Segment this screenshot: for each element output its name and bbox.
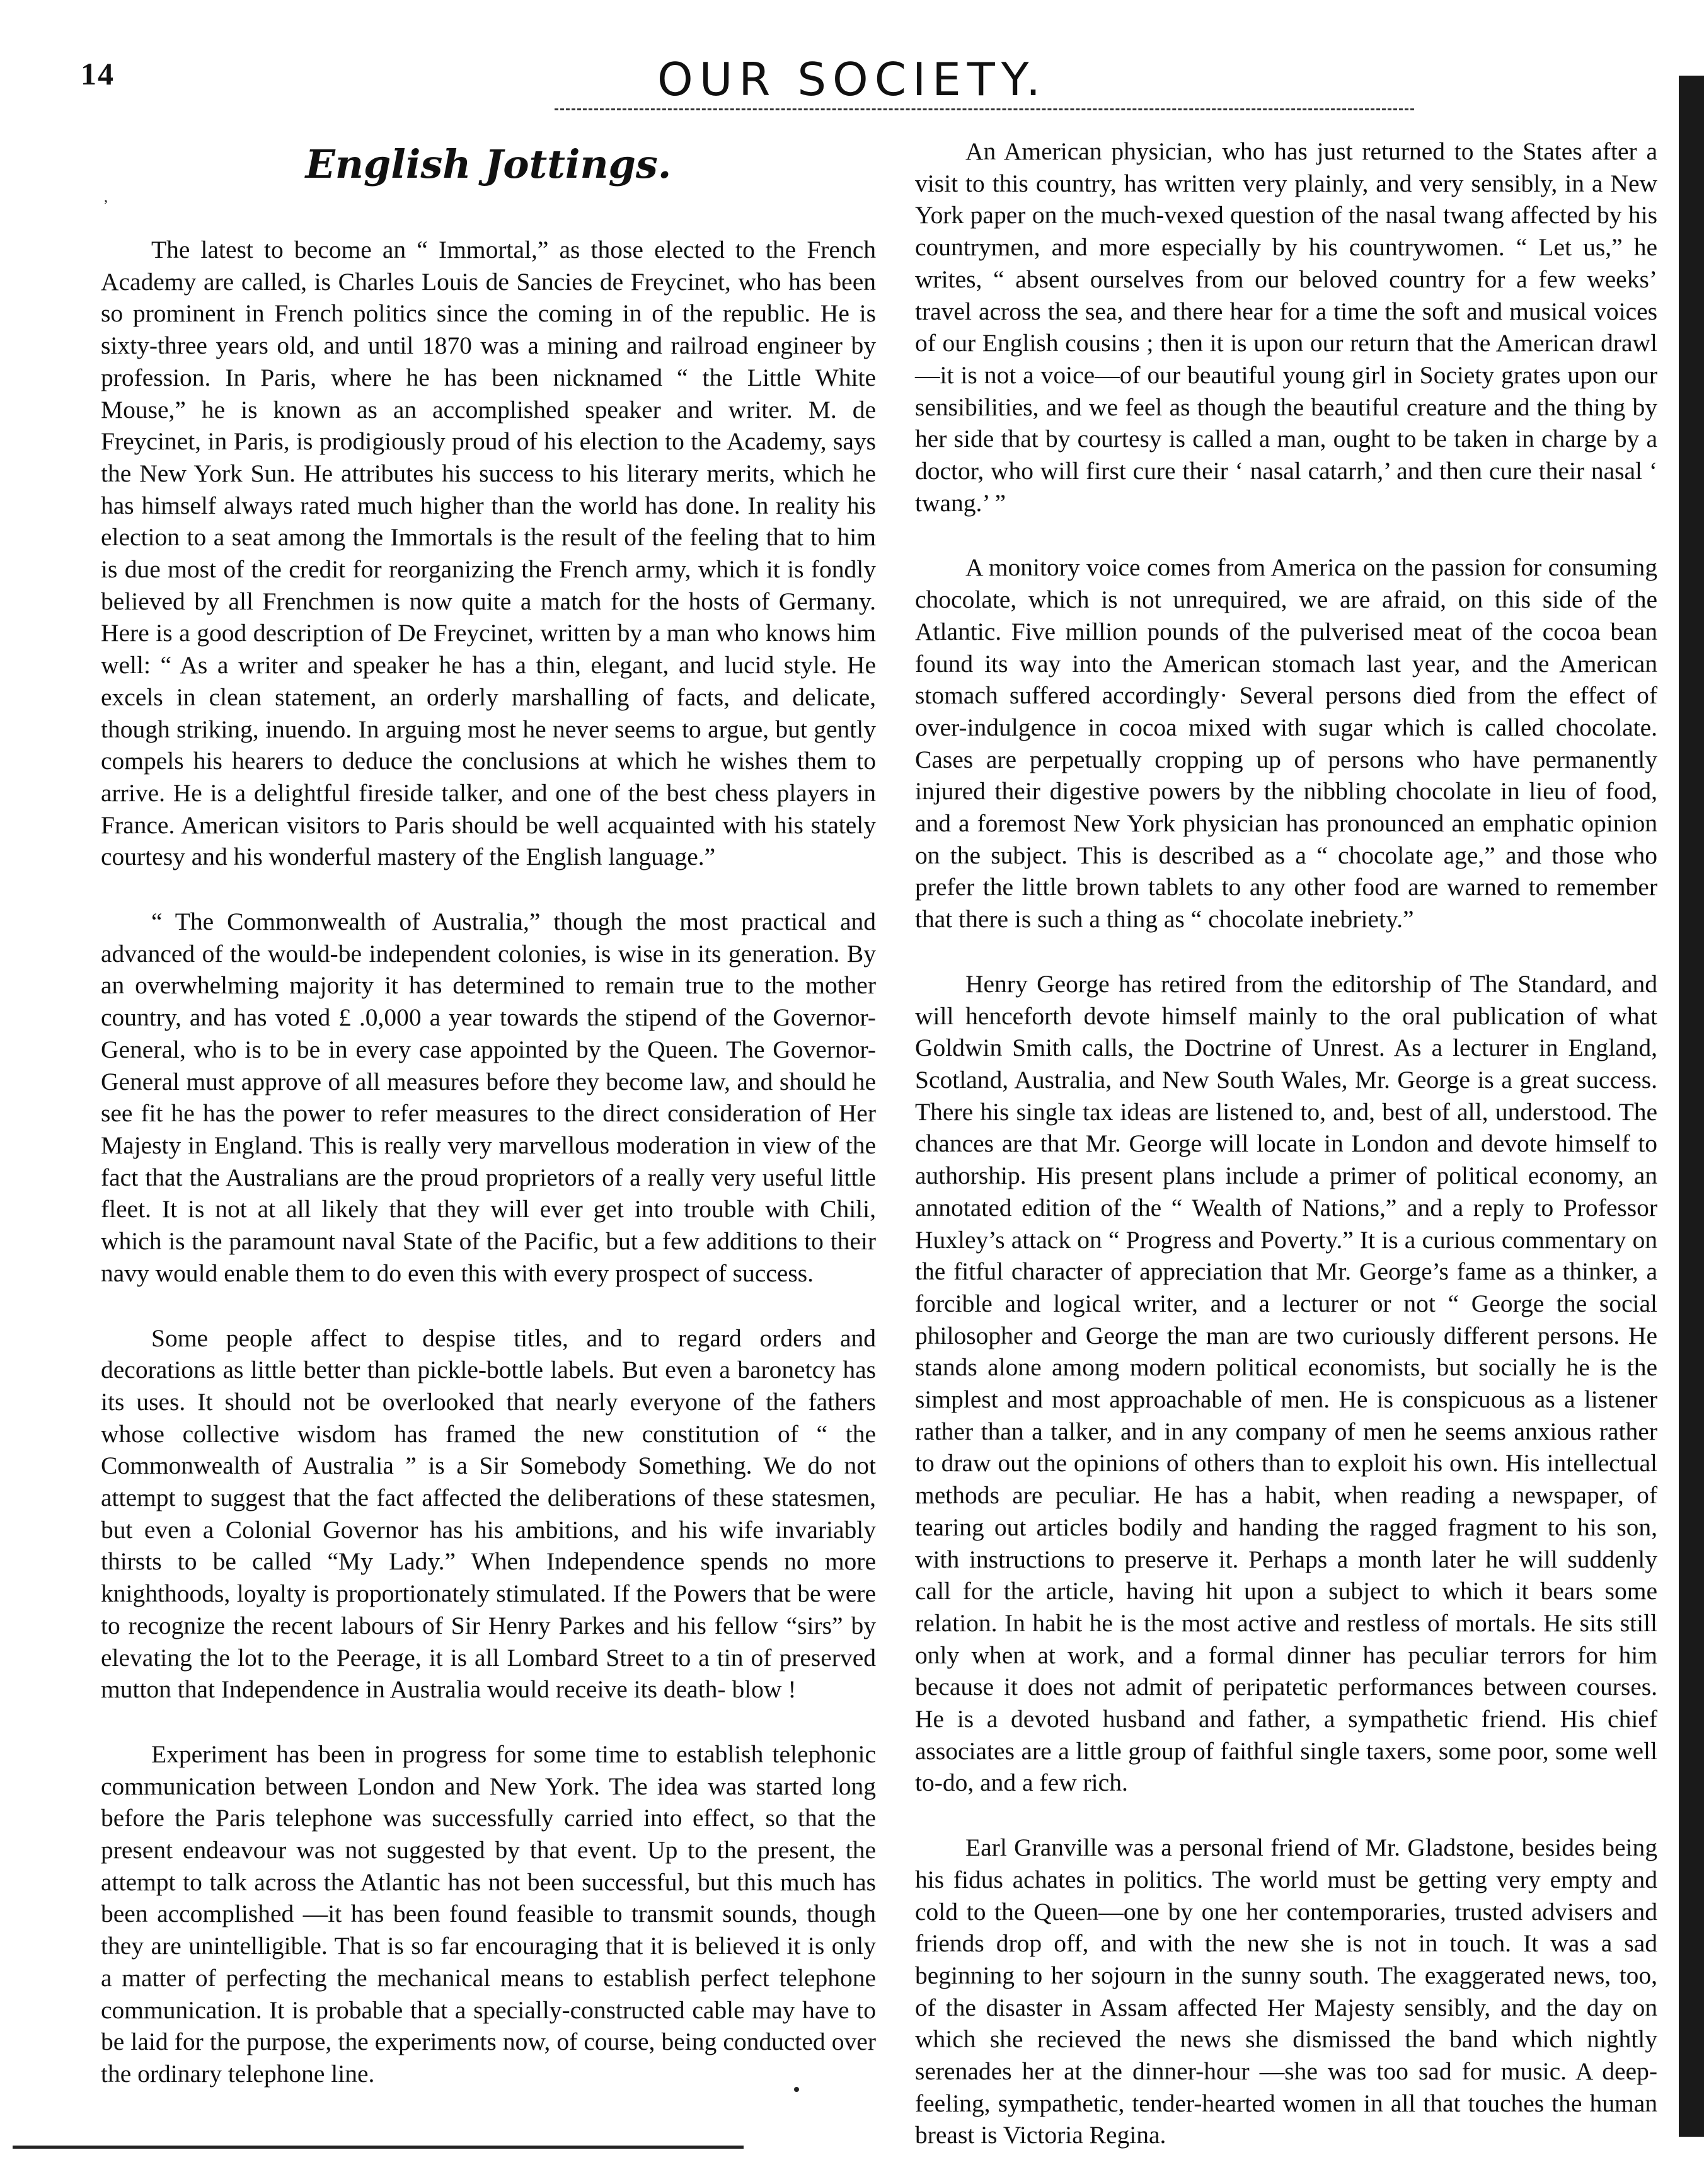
paragraph-titles: Some people affect to despise titles, and to regard orders and decorations as little better than pickle-bottle labels. But even a baronetcy has its uses. It should not be overlooked that nearly everyone of the fathers whose collective wisdom has framed the new constitution of “ the Commonwealth of Australia ” is a Sir Somebody Something. We do not attempt to suggest that the fact affected the deliberations of these statesmen, but even a Colonial Governor has his ambitions, and his wife invariably thirsts to be called “My Lady.” When Independence spends no more knighthoods, loyalty is proportionately stimulated. If the Powers that be were to recognize the recent labours of Sir Henry Parkes and his fellow “sirs” by elevating the lot to the Peerage, it is all Lombard Street to a tin of preserved mutton that Independence in Australia would receive its death- blow ! bbox=[101, 1324, 876, 1704]
footer-dot bbox=[794, 2087, 799, 2092]
bottom-rule bbox=[13, 2146, 744, 2149]
paragraph-telephone: Experiment has been in progress for some time to establish telephonic communication between London and New York. The idea was started long before the Paris telephone was successfully carried into effect, so that the present endeavour was not suggested by that event. Up to the present, the attempt to talk across the Atlantic has not been successful, but this much has been accomplished —it has been found feasible to transmit sounds, though they are unintelligible. That is so far encouraging that it is believed it is only a matter of perfecting the mechanical means to establish perfect telephone communication. It is probable that a specially-constructed cable may have to be laid for the purpose, the experiments now, of course, being conducted over the ordinary telephone line. bbox=[101, 1740, 876, 2088]
paragraph-chocolate: A monitory voice comes from America on the passion for consuming chocolate, which is not unrequired, we are afraid, on this side of the Atlantic. Five million pounds of the pulverised meat of the cocoa bean found its way into the American stomach last year, and the American stomach suffered accordingly· Several persons died from the effect of over-indulgence in cocoa mixed with sugar which is called chocolate. Cases are perpetually cropping up of persons who have permanently injured their digestive powers by the nibbling chocolate in lieu of food, and a foremost New York physician has pronounced an emphatic opinion on the subject. This is described as a “ chocolate age,” and those who prefer the little brown tablets to any other food are warned to remember that there is such a thing as “ chocolate inebriety.” bbox=[915, 553, 1657, 933]
paragraph-freycinet: The latest to become an “ Immortal,” as those elected to the French Academy are called, is Charles Louis de Sancies de Freycinet, who has been so prominent in French politics since the coming in of the republic. He is sixty-three years old, and until 1870 was a mining and railroad engineer by profession. In Paris, where he has been nicknamed “ the Little White Mouse,” he is known as an accomplished speaker and writer. M. de Freycinet, in Paris, is prodigiously proud of his election to the Academy, says the New York Sun. He attributes his success to his literary merits, which he has himself always rated much higher than the world has done. In reality his election to a seat among the Immortals is the result of the feeling that to him is due most of the credit for reorganizing the French army, which it is fondly believed by all Frenchmen is now quite a match for the hosts of Germany. Here is a good description of De Freycinet, written by a man who knows him well: “ As a writer and speaker he has a thin, elegant, and lucid style. He excels in clean statement, an orderly marshalling of facts, and delicate, though striking, inuendo. In arguing most he never seems to argue, but gently compels his hearers to deduce the conclusions at which he wishes them to arrive. He is a delightful fireside talker, and one of the best chess players in France. American visitors to Paris should be well acquainted with his stately courtesy and his wonderful mastery of the English language.” bbox=[101, 236, 876, 871]
page-number: 14 bbox=[81, 56, 115, 91]
paragraph-henry-george: Henry George has retired from the editorship of The Standard, and will henceforth devote himself mainly to the oral publication of what Goldwin Smith calls, the Doctrine of Unrest. As a lecturer in England, Scotland, Australia, and New South Wales, Mr. George is a great success. There his single tax ideas are listened to, and, best of all, understood. The chances are that Mr. George will locate in London and devote himself to authorship. His present plans include a primer of political economy, an annotated edition of the “ Wealth of Nations,” and a reply to Professor Huxley’s attack on “ Progress and Poverty.” It is a curious commentary on the fitful character of appreciation that Mr. George’s fame as a thinker, a forcible and logical writer, and a lecturer or not “ George the social philosopher and George the man are two curiously different persons. He stands alone among modern political economists, but socially he is the simplest and most approachable of men. He is conspicuous as a listener rather than a talker, and in any company of men he seems anxious rather to draw out the opinions of others than to exploit his own. His intellectual methods are peculiar. He has a habit, when reading a newspaper, of tearing out articles bodily and handing the ragged fragment to his son, with instructions to preserve it. Perhaps a month later he will suddenly call for the article, having hit upon a subject to which it bears some relation. In habit he is the most active and restless of mortals. He sits still only when at work, and a formal dinner has peculiar terrors for him because it does not admit of peripatetic performances between courses. He is a devoted husband and father, a sympathetic friend. His chief associates are a little group of faithful single taxers, some poor, some well to-do, and a few rich. bbox=[915, 969, 1657, 1797]
header-rule bbox=[555, 108, 1414, 110]
right-column bbox=[915, 136, 1657, 2184]
masthead: OUR SOCIETY. bbox=[657, 53, 1047, 106]
left-column bbox=[101, 136, 876, 2123]
paragraph-american-physician: An American physician, who has just returned to the States after a visit to this country, has written very plainly, and very sensibly, in a New York paper on the much-vexed question of the nasal twang affected by his countrymen, and more especially by his countrywomen. “ Let us,” he writes, “ absent ourselves from our beloved country for a few weeks’ travel across the sea, and there hear for a time the soft and musical voices of our English cousins ; then it is upon our return that the American drawl —it is not a voice—of our beautiful young girl in Society grates upon our sensibilities, and we feel as though the beautiful creature and the thing by her side that by courtesy is called a man, ought to be taken in charge by a doctor, who will first cure their ‘ nasal catarrh,’ and then cure their nasal ‘ twang.’ ” bbox=[915, 137, 1657, 517]
page-edge-border bbox=[1679, 76, 1704, 2137]
stray-mark: , bbox=[104, 189, 108, 205]
paragraph-australia-commonwealth: “ The Commonwealth of Australia,” though the most practical and advanced of the would-be independent colonies, is wise in its generation. By an overwhelming majority it has determined to remain true to the mother country, and has voted £ .0,000 a year towards the stipend of the Governor-General, who is to be in every case appointed by the Queen. The Governor-General must approve of all measures before they become law, and should he see fit he has the power to refer measures to the direct consideration of Her Majesty in England. This is really very marvellous moderation in view of the fact that the Australians are the proud proprietors of a really very useful little fleet. It is not at all likely that they will ever get into trouble with Chili, which is the paramount naval State of the Pacific, but a few additions to their navy would enable them to do even this with every prospect of success. bbox=[101, 908, 876, 1287]
section-title: English Jottings. bbox=[305, 141, 672, 187]
paragraph-earl-granville: Earl Granville was a personal friend of Mr. Gladstone, besides being his fidus achates in politics. The world must be getting very empty and cold to the Queen—one by one her contemporaries, trusted advisers and friends drop off, and with the new she is not in touch. It was a sad beginning to her sojourn in the sunny south. The exaggerated news, too, of the disaster in Assam affected Her Majesty sensibly, and the day on which she recieved the news she dismissed the band which nightly serenades her at the dinner-hour —she was too sad for music. A deep-feeling, sympathetic, tender-hearted women in all that touches the human breast is Victoria Regina. bbox=[915, 1834, 1657, 2149]
